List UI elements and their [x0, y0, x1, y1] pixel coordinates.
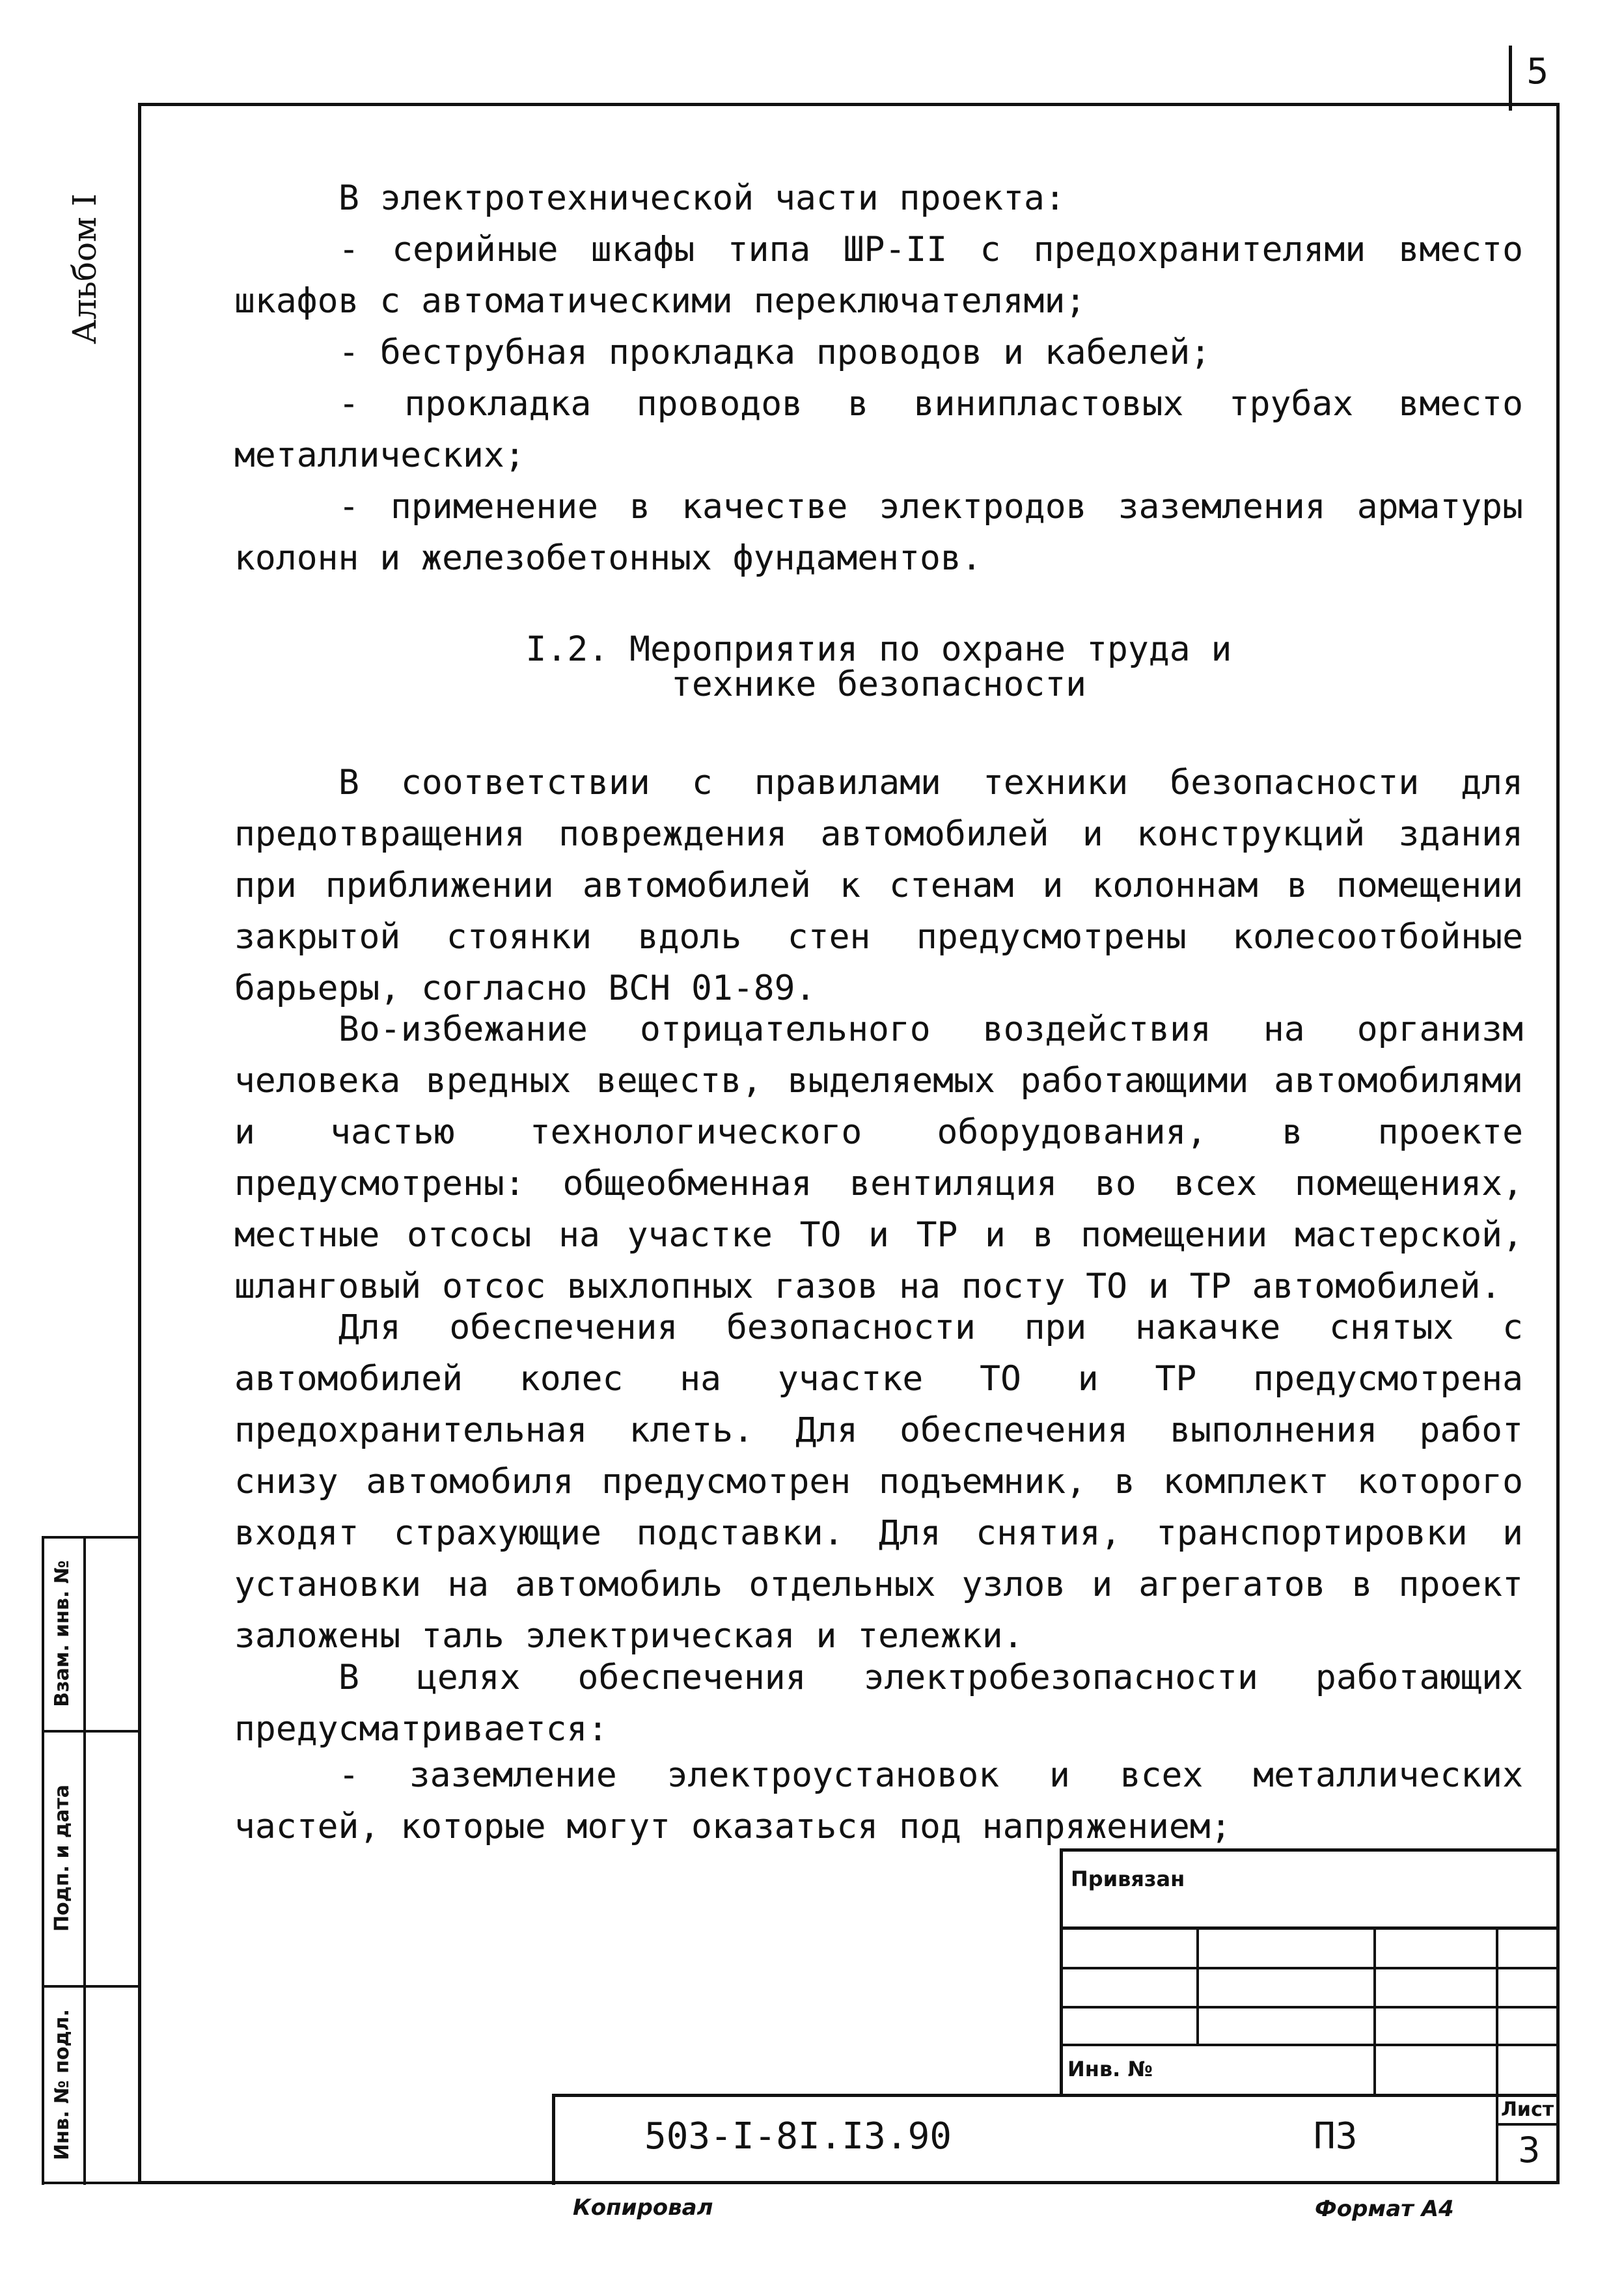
stamp-main-top: [552, 2094, 1560, 2097]
stamp-row1: [1060, 1926, 1560, 1930]
stamp-row2: [1060, 1967, 1560, 1969]
album-label: Альбом I: [66, 193, 103, 344]
inv-podl-label: Инв. № подл.: [51, 2008, 74, 2161]
side-strip-mid: [83, 1536, 86, 2185]
paragraph-2: - серийные шкафы типа ШР-II с предохранителями вместо шкафов с автоматическими переключателями;: [234, 230, 1523, 321]
paragraph-4: - прокладка проводов в винипластовых трубах вместо металлических;: [234, 384, 1523, 475]
doc-code: 503-I-8I.I3.90: [644, 2115, 952, 2158]
stamp-upper-left: [1060, 1848, 1063, 2096]
doc-type: ПЗ: [1314, 2115, 1358, 2158]
section-heading-line2: технике безопасности: [670, 665, 1087, 704]
section-heading-line1: I.2. Мероприятия по охране труда и: [525, 629, 1232, 669]
sheet-label: Лист: [1501, 2098, 1554, 2121]
inv-no-label: Инв. №: [1067, 2057, 1153, 2081]
privyazan-label: Привязан: [1071, 1867, 1185, 1891]
vzam-inv-label: Взам. инв. №: [51, 1560, 74, 1707]
paragraph-5: - применение в качестве электродов заземления арматуры колонн и железобетонных фундаментов.: [234, 487, 1523, 578]
stamp-sheet-row: [1496, 2123, 1560, 2126]
kopiroval-label: Копировал: [573, 2195, 713, 2221]
top-tick: [1509, 46, 1512, 111]
stamp-row3: [1060, 2006, 1560, 2008]
sheet-number: 3: [1518, 2130, 1541, 2171]
paragraph-6: В соответствии с правилами техники безопасности для предотвращения повреждения автомобилей и конструкций здания при приближении автомобилей к стенам и колоннам в помещении закрытой стоянки вдоль стен предусмотрены колесоотбойные барьеры, согласно ВСН 01-89.: [234, 763, 1523, 1008]
paragraph-7: Во-избежание отрицательного воздействия на организм человека вредных веществ, выделяемых работающими автомобилями и частью технологического оборудования, в проекте предусмотрены: общеобменная вентиляция во всех помещениях, местные отсосы на участке ТО и ТР и в помещении мастерской, шланговый отсос выхлопных газов на посту ТО и ТР автомобилей.: [234, 1009, 1523, 1306]
paragraph-3: - беструбная прокладка проводов и кабелей;: [338, 333, 1211, 372]
stamp-upper-top: [1060, 1848, 1560, 1852]
stamp-col2: [1373, 1926, 1376, 2096]
paragraph-9: В целях обеспечения электробезопасности работающих предусматривается:: [234, 1658, 1523, 1749]
format-label: Формат А4: [1315, 2196, 1454, 2222]
stamp-main-left: [552, 2094, 555, 2185]
stamp-col3: [1496, 1926, 1498, 2184]
stamp-row4: [1060, 2044, 1560, 2046]
podp-data-label: Подп. и дата: [51, 1784, 74, 1932]
side-strip-left: [42, 1536, 44, 2185]
paragraph-10: - заземление электроустановок и всех металлических частей, которые могут оказаться под напряжением;: [234, 1755, 1523, 1846]
paragraph-8: Для обеспечения безопасности при накачке снятых с автомобилей колес на участке ТО и ТР предусмотрена предохранительная клеть. Для обеспечения выполнения работ снизу автомобиля предусмотрен подъемник, в комплект которого входят страхующие подставки. Для снятия, транспортировки и установки на автомобиль отдельных узлов и агрегатов в проект заложены таль электрическая и тележки.: [234, 1308, 1523, 1656]
stamp-col1: [1196, 1926, 1199, 2044]
paragraph-1: В электротехнической части проекта:: [338, 178, 1066, 218]
page-number: 5: [1526, 51, 1549, 92]
